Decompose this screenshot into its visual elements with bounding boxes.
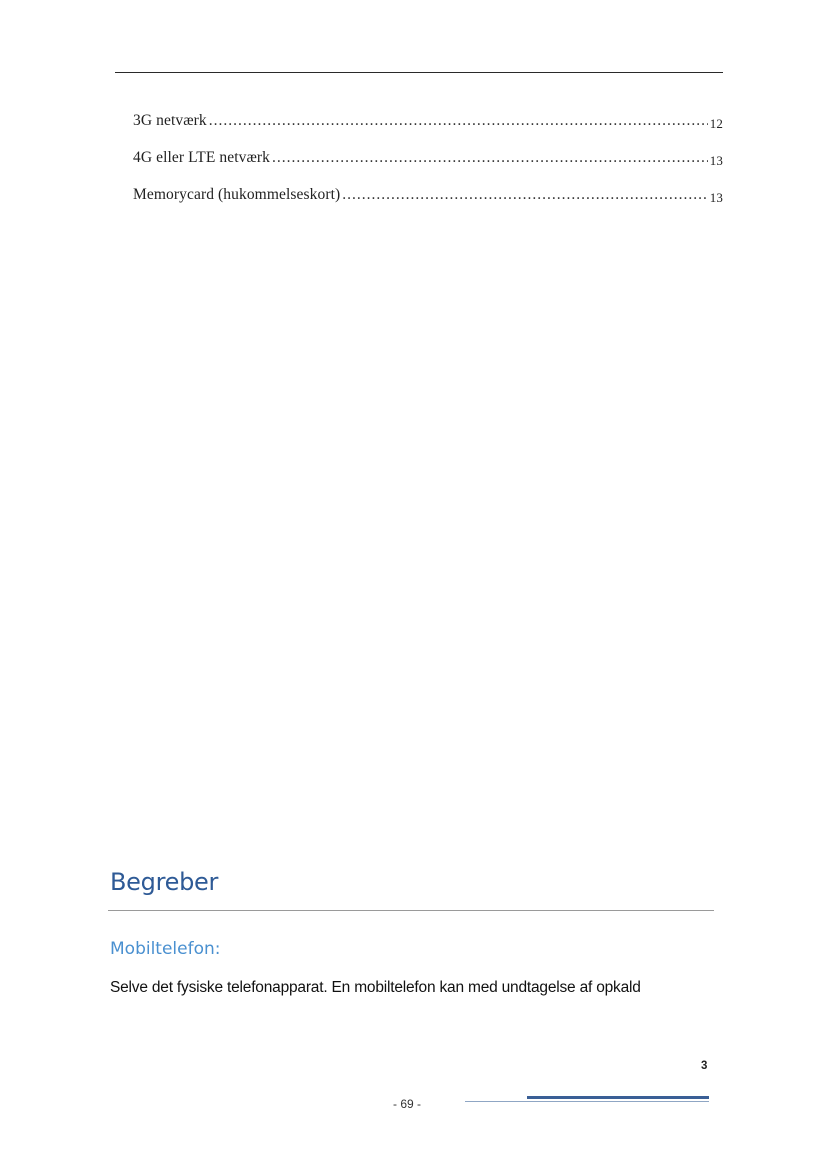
toc-leader-dots (342, 186, 708, 204)
section-heading: Begreber (110, 868, 219, 896)
toc-leader-dots (272, 149, 708, 167)
toc-entry[interactable] (133, 149, 723, 186)
page-number: 3 (701, 1060, 708, 1072)
toc-entry-page: 13 (709, 153, 723, 168)
toc-leader-dots (209, 112, 708, 130)
toc-entry[interactable] (133, 186, 723, 223)
subsection-heading: Mobiltelefon: (110, 939, 221, 959)
footer-document-page: - 69 - (393, 1097, 422, 1111)
toc-entry-page: 13 (709, 190, 723, 205)
footer-rule-thick (527, 1096, 709, 1099)
header-rule (115, 72, 723, 73)
toc-entry-label: 3G netværk (133, 112, 207, 129)
table-of-contents (133, 112, 723, 223)
section-heading-rule (108, 910, 714, 911)
toc-entry-label: 4G eller LTE netværk (133, 149, 271, 166)
footer-rule-thin (465, 1101, 709, 1102)
toc-entry[interactable] (133, 112, 723, 149)
body-paragraph: Selve det fysiske telefonapparat. En mobiltelefon kan med undtagelse af opkald (110, 979, 641, 996)
toc-entry-label: Memorycard (hukommelseskort) (133, 186, 341, 203)
toc-entry-page: 12 (709, 116, 723, 131)
